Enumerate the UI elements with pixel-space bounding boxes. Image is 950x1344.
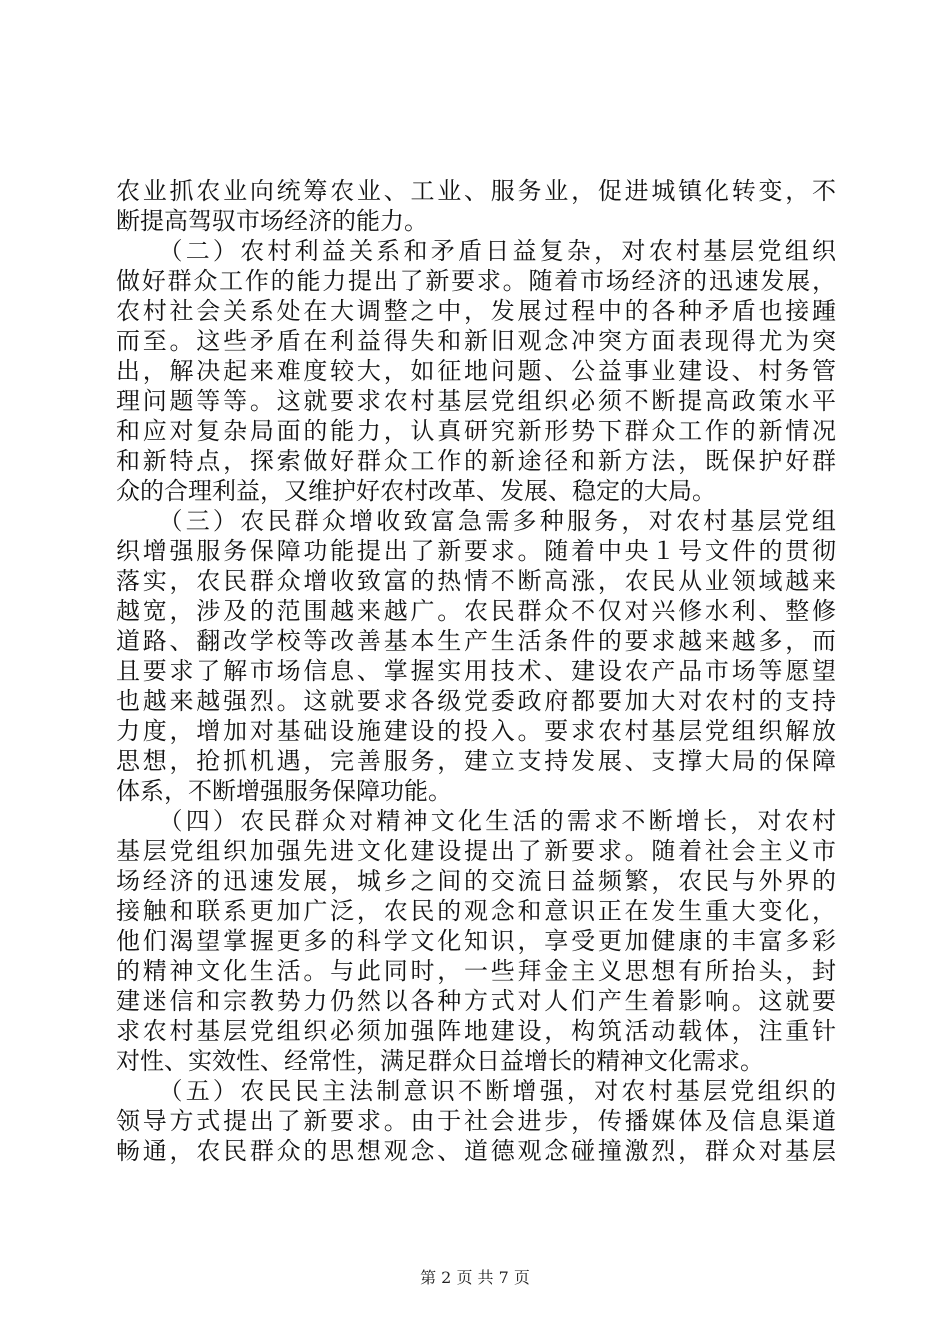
text-line: （四）农民群众对精神文化生活的需求不断增长，对农村 [116, 807, 836, 835]
body-text [116, 176, 836, 1166]
text-line: （二）农村利益关系和矛盾日益复杂，对农村基层党组织 [116, 237, 836, 265]
text-line: 道路、翻改学校等改善基本生产生活条件的要求越来越多，而 [116, 627, 836, 655]
text-line: 理问题等等。这就要求农村基层党组织必须不断提高政策水平 [116, 387, 836, 415]
text-line: 织增强服务保障功能提出了新要求。随着中央１号文件的贯彻 [116, 537, 836, 565]
text-line: 做好群众工作的能力提出了新要求。随着市场经济的迅速发展， [116, 267, 836, 295]
text-line: 出，解决起来难度较大，如征地问题、公益事业建设、村务管 [116, 357, 836, 385]
text-line: 领导方式提出了新要求。由于社会进步，传播媒体及信息渠道 [116, 1107, 836, 1135]
text-line: 对性、实效性、经常性，满足群众日益增长的精神文化需求。 [116, 1047, 764, 1075]
text-line: 落实，农民群众增收致富的热情不断高涨，农民从业领域越来 [116, 567, 836, 595]
text-line: 场经济的迅速发展，城乡之间的交流日益频繁，农民与外界的 [116, 867, 836, 895]
text-line: 的精神文化生活。与此同时，一些拜金主义思想有所抬头，封 [116, 957, 836, 985]
text-line: 且要求了解市场信息、掌握实用技术、建设农产品市场等愿望 [116, 657, 836, 685]
text-line: 思想，抢抓机遇，完善服务，建立支持发展、支撑大局的保障 [116, 747, 836, 775]
text-line: 畅通，农民群众的思想观念、道德观念碰撞激烈，群众对基层 [116, 1137, 836, 1165]
text-line: 接触和联系更加广泛，农民的观念和意识正在发生重大变化， [116, 897, 836, 925]
text-line: （三）农民群众增收致富急需多种服务，对农村基层党组 [116, 507, 836, 535]
text-line: 力度，增加对基础设施建设的投入。要求农村基层党组织解放 [116, 717, 836, 745]
text-line: 基层党组织加强先进文化建设提出了新要求。随着社会主义市 [116, 837, 836, 865]
page-footer: 第 2 页 共 7 页 [420, 1268, 530, 1287]
text-line: 建迷信和宗教势力仍然以各种方式对人们产生着影响。这就要 [116, 987, 836, 1015]
text-line: 断提高驾驭市场经济的能力。 [116, 207, 428, 235]
text-line: 农村社会关系处在大调整之中，发展过程中的各种矛盾也接踵 [116, 297, 836, 325]
text-line: （五）农民民主法制意识不断增强，对农村基层党组织的 [116, 1077, 836, 1105]
text-line: 而至。这些矛盾在利益得失和新旧观念冲突方面表现得尤为突 [116, 327, 836, 355]
text-line: 和应对复杂局面的能力，认真研究新形势下群众工作的新情况 [116, 417, 836, 445]
text-line: 农业抓农业向统筹农业、工业、服务业，促进城镇化转变，不 [116, 177, 836, 205]
text-line: 求农村基层党组织必须加强阵地建设，构筑活动载体，注重针 [116, 1017, 836, 1045]
text-line: 也越来越强烈。这就要求各级党委政府都要加大对农村的支持 [116, 687, 836, 715]
text-line: 众的合理利益，又维护好农村改革、发展、稳定的大局。 [116, 477, 716, 505]
text-line: 和新特点，探索做好群众工作的新途径和新方法，既保护好群 [116, 447, 836, 475]
text-line: 他们渴望掌握更多的科学文化知识，享受更加健康的丰富多彩 [116, 927, 836, 955]
text-line: 体系，不断增强服务保障功能。 [116, 777, 452, 805]
text-line: 越宽，涉及的范围越来越广。农民群众不仅对兴修水利、整修 [116, 597, 836, 625]
